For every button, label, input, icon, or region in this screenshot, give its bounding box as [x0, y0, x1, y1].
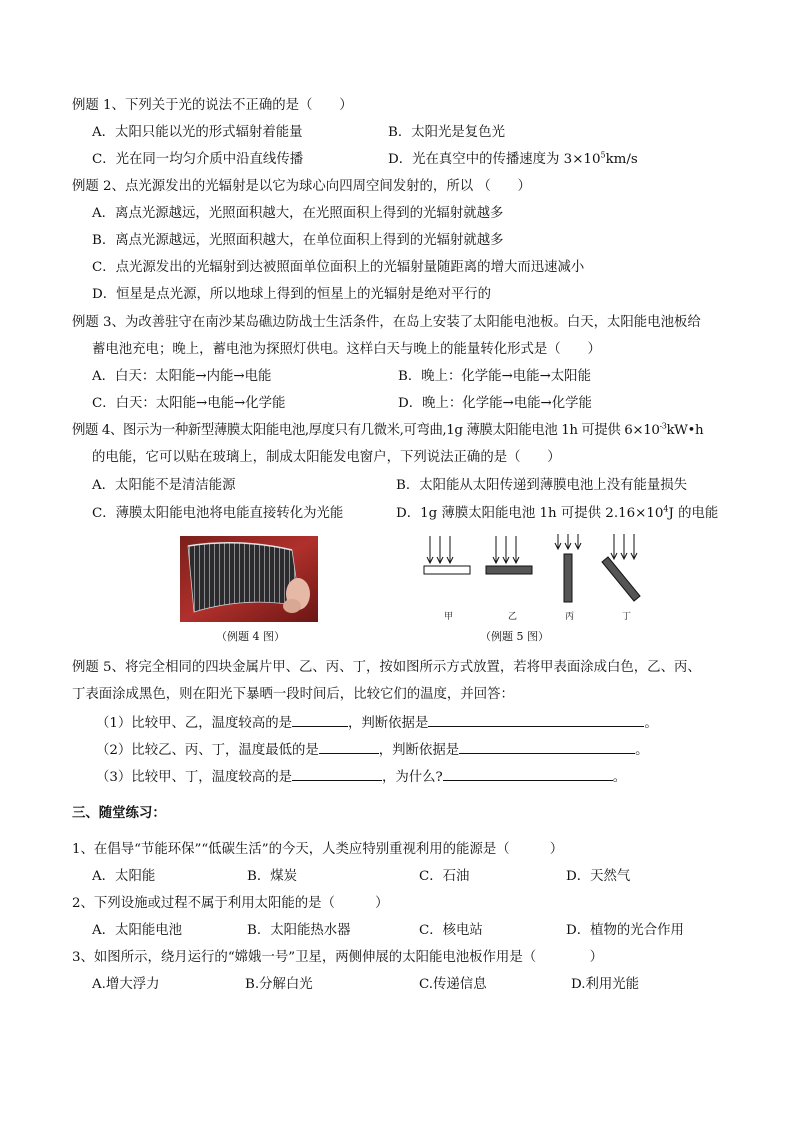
answer-blank[interactable]: [459, 739, 635, 754]
ex5-stem-line2: 丁表面涂成黑色，则在阳光下暴晒一段时间后，比较它们的温度，并回答：: [72, 687, 514, 702]
plate-bing-rays: [555, 534, 581, 549]
practice3-option-b: B.分解白光: [245, 977, 313, 992]
plate-bing: [564, 554, 572, 602]
plate-jia: [424, 566, 470, 574]
ex2-option-c: C．点光源发出的光辐射到达被照面单位面积上的光辐射量随距离的增大而迅速减小: [92, 260, 585, 275]
practice1-option-d: D．天然气: [566, 869, 631, 884]
practice3-stem: 3、如图所示，绕月运行的“嫦娥一号”卫星，两侧伸展的太阳能电池板作用是（ ）: [72, 950, 604, 965]
ex3-option-c: C．白天：太阳能→电能→化学能: [92, 396, 286, 411]
practice2-option-c: C．核电站: [419, 923, 483, 938]
ex3-option-b: B．晚上：化学能→电能→太阳能: [398, 369, 591, 384]
ex4-option-b: B．太阳能从太阳传递到薄膜电池上没有能量损失: [396, 478, 688, 493]
practice3-option-c: C.传递信息: [419, 977, 487, 992]
section-title: 三、随堂练习：: [72, 805, 166, 821]
plate-label-ding: 丁: [622, 612, 632, 622]
ex4-stem-line2: 的电能，它可以贴在玻璃上，制成太阳能发电窗户，下列说法正确的是（ ）: [92, 450, 561, 465]
ex2-option-a: A．离点光源越远，光照面积越大，在光照面积上得到的光辐射就越多: [92, 206, 504, 221]
ex3-option-d: D．晚上：化学能→电能→化学能: [398, 396, 592, 411]
practice2-option-b: B．太阳能热水器: [247, 923, 351, 938]
ex1-option-c: C．光在同一均匀介质中沿直线传播: [92, 152, 304, 167]
fig4-caption: （例题 4 图）: [216, 630, 285, 643]
ex5-question-1: （1）比较甲、乙，温度较高的是 ，判断依据是 。: [96, 712, 658, 734]
ex1-option-a: A．太阳只能以光的形式辐射着能量: [92, 125, 303, 140]
practice1-option-c: C．石油: [419, 869, 470, 884]
answer-blank[interactable]: [292, 712, 348, 727]
ex5-stem-line1: 例题 5、将完全相同的四块金属片甲、乙、丙、丁，按如图所示方式放置，若将甲表面涂成白色，乙、丙、: [72, 660, 701, 675]
ex5-question-3: （3）比较甲、丁，温度较高的是 ，为什么? 。: [96, 766, 626, 788]
practice2-option-a: A．太阳能电池: [92, 923, 183, 938]
ex1-stem: 例题 1、下列关于光的说法不正确的是（ ）: [72, 98, 353, 113]
ex4-stem-line1: 例题 4、图示为一种新型薄膜太阳能电池,厚度只有几微米,可弯曲,1g 薄膜太阳能电池 1h 可提供 $6\times 10^{-3}kW•h$: [72, 421, 704, 438]
answer-blank[interactable]: [319, 739, 379, 754]
answer-blank[interactable]: [443, 766, 613, 781]
plate-jia-rays: [427, 536, 453, 563]
practice1-option-a: A．太阳能: [92, 869, 156, 884]
ex4-option-c: C．薄膜太阳能电池将电能直接转化为光能: [92, 506, 344, 521]
plate-yi-rays: [493, 536, 519, 563]
practice2-stem: 2、下列设施或过程不属于利用太阳能的是（ ）: [72, 896, 389, 911]
practice2-option-d: D．植物的光合作用: [566, 923, 684, 938]
ex4-option-d: D．1g 薄膜太阳能电池 1h 可提供 $2.16\times 10^4J$ 的电能: [396, 504, 719, 521]
answer-blank[interactable]: [428, 712, 644, 727]
ex2-stem: 例题 2、点光源发出的光辐射是以它为球心向四周空间发射的，所以 （ ）: [72, 179, 531, 194]
ex2-option-d: D．恒星是点光源，所以地球上得到的恒星上的光辐射是绝对平行的: [92, 287, 492, 302]
ex3-stem-line2: 蓄电池充电；晚上，蓄电池为探照灯供电。这样白天与晚上的能量转化形式是（ ）: [92, 342, 601, 357]
plate-label-yi: 乙: [508, 612, 518, 622]
plate-ding-rays: [611, 534, 637, 559]
answer-blank[interactable]: [292, 766, 382, 781]
ex1-option-d: D．光在真空中的传播速度为 $3\times 10^5km/s$: [388, 150, 638, 167]
thin-film-solar-cell-photo: [180, 536, 318, 622]
fig5-caption: （例题 5 图）: [480, 630, 549, 643]
plate-label-bing: 丙: [565, 612, 575, 622]
ex3-option-a: A．白天：太阳能→内能→电能: [92, 369, 272, 384]
practice1-stem: 1、在倡导“节能环保”“低碳生活”的今天，人类应特别重视利用的能源是（ ）: [72, 842, 564, 857]
plate-label-jia: 甲: [444, 612, 454, 622]
ex4-option-a: A．太阳能不是清洁能源: [92, 478, 236, 493]
plate-ding: [602, 557, 640, 601]
practice1-option-b: B．煤炭: [247, 869, 298, 884]
practice3-option-a: A.增大浮力: [92, 977, 160, 992]
ex3-stem-line1: 例题 3、为改善驻守在南沙某岛礁边防战士生活条件，在岛上安装了太阳能电池板。白天，太阳能电池板给: [72, 315, 701, 330]
plate-yi: [486, 566, 532, 574]
ex2-option-b: B．离点光源越远，光照面积越大，在单位面积上得到的光辐射就越多: [92, 233, 504, 248]
ex1-option-b: B．太阳光是复色光: [388, 125, 505, 140]
ex5-question-2: （2）比较乙、丙、丁，温度最低的是 ，判断依据是 。: [96, 739, 649, 761]
practice3-option-d: D.利用光能: [571, 977, 640, 992]
